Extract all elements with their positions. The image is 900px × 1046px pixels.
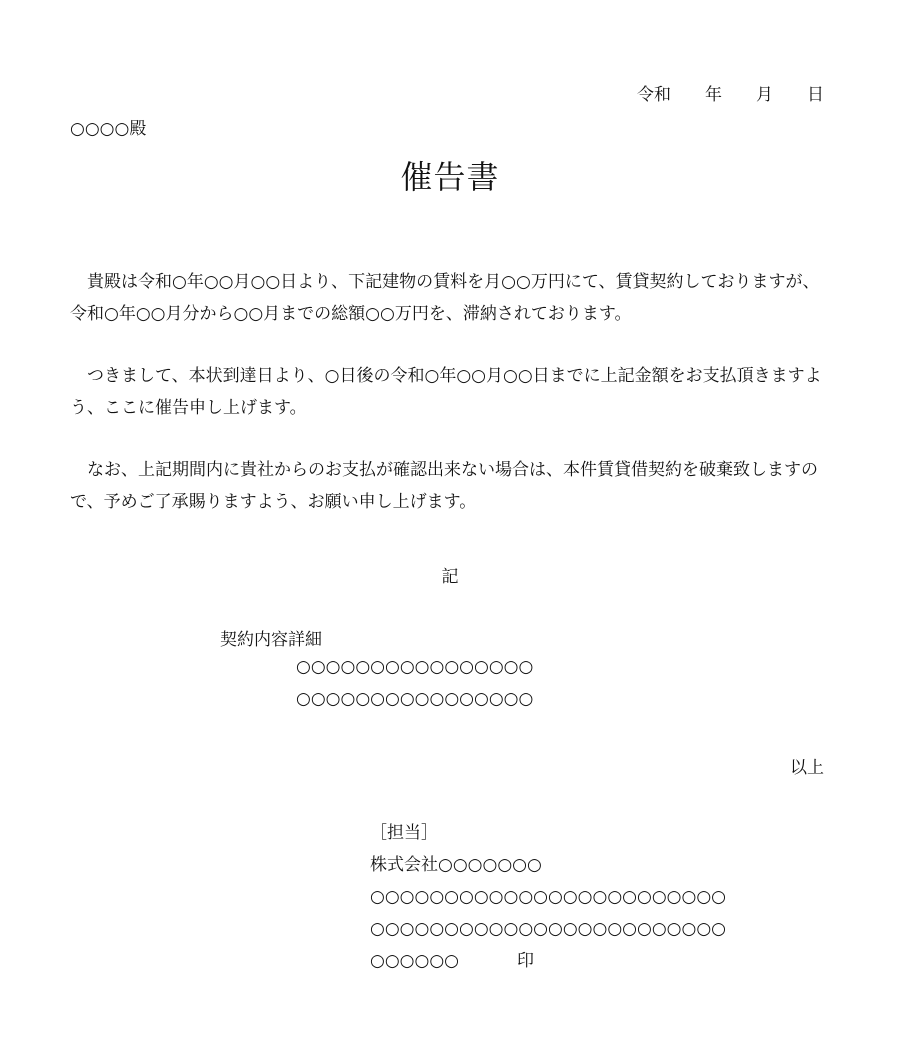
contract-details-label: 契約内容詳細 — [220, 630, 322, 650]
body-paragraph-2: つきまして、本状到達日より、○日後の令和○年○○月○○日までに上記金額をお支払頂きますよう、ここに催告申し上げます。 — [70, 366, 822, 418]
closing-mark: 以上 — [790, 758, 824, 778]
contact-block — [370, 817, 726, 977]
address-line-2: ○○○○○○○○○○○○○○○○○○○○○○○○ — [370, 919, 727, 939]
contact-heading: ［担当］ — [370, 823, 438, 843]
seal-mark: 印 — [517, 951, 535, 971]
signer-name: ○○○○○○ — [370, 951, 460, 971]
notes-heading: 記 — [441, 567, 459, 587]
date-line: 令和 年 月 日 — [637, 85, 824, 105]
body-paragraph-1: 貴殿は令和○年○○月○○日より、下記建物の賃料を月○○万円にて、賃貸契約しておりますが、令和○年○○月分から○○月までの総額○○万円を、滞納されております。 — [70, 272, 820, 324]
contract-details-line-1: ○○○○○○○○○○○○○○○○ — [296, 657, 534, 677]
body-paragraph-3: なお、上記期間内に貴社からのお支払が確認出来ない場合は、本件賃貸借契約を破棄致しますので、予めご了承賜りますよう、お願い申し上げます。 — [70, 460, 818, 512]
letter-body — [70, 266, 830, 548]
document-title: 催告書 — [400, 158, 500, 196]
contract-details-line-2: ○○○○○○○○○○○○○○○○ — [296, 689, 534, 709]
recipient-name: ○○○○殿 — [70, 119, 147, 139]
company-name: 株式会社○○○○○○○ — [370, 855, 542, 875]
signer-row — [370, 945, 726, 977]
address-line-1: ○○○○○○○○○○○○○○○○○○○○○○○○ — [370, 887, 727, 907]
